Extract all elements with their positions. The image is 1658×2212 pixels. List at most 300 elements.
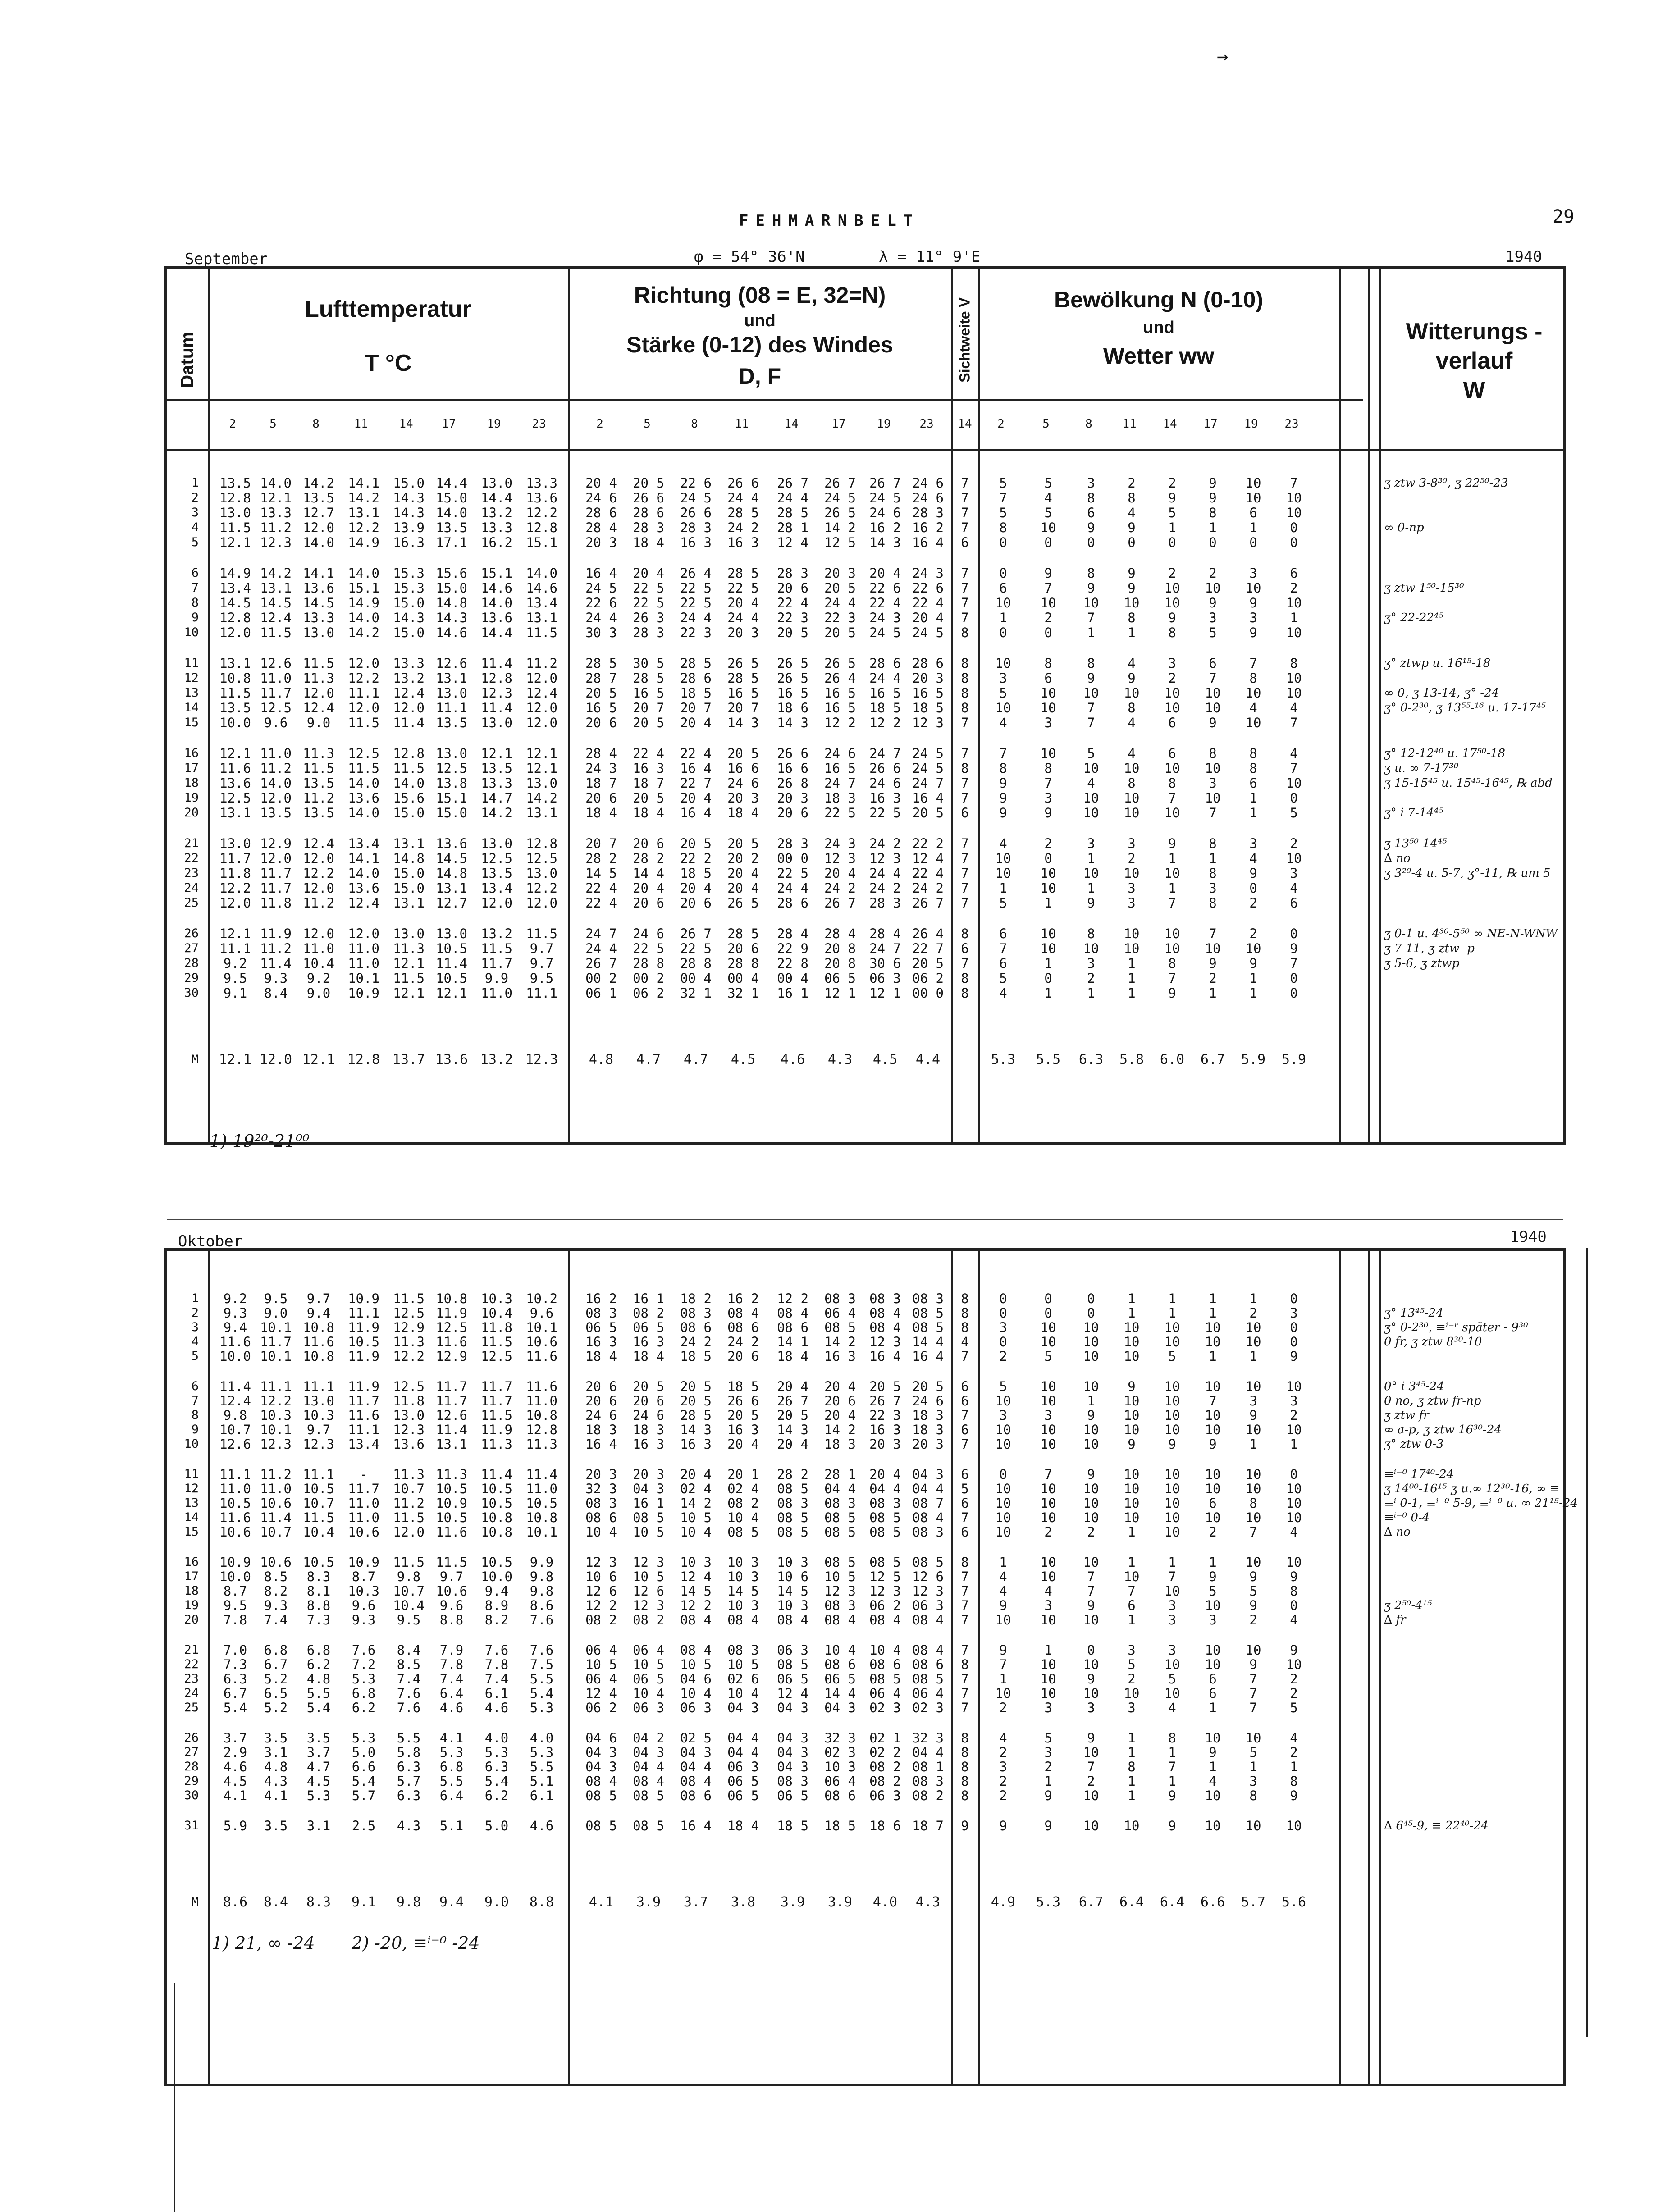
day-row xyxy=(167,1672,1564,1686)
wind-value: 10 4 xyxy=(680,1524,712,1540)
wind-value: 04 3 xyxy=(777,1700,808,1715)
wind-hour-2: 2 xyxy=(596,417,603,431)
cloud-weather-value: 5 xyxy=(1168,505,1176,520)
wind-value: 20 4 xyxy=(824,1408,856,1423)
wind-value: 08 6 xyxy=(680,1320,712,1335)
temperature-value: 13.7 xyxy=(392,1052,425,1067)
temperature-value: 5.3 xyxy=(439,1745,464,1760)
temperature-value: 9.0 xyxy=(306,715,331,730)
temperature-value: 5.7 xyxy=(397,1774,421,1789)
wind-value: 08 6 xyxy=(824,1657,856,1672)
cloud-weather-value: 10 xyxy=(1124,1393,1140,1409)
wind-value: 18 2 xyxy=(680,1291,712,1306)
day-row xyxy=(167,686,1564,700)
cloud-weather-value: 1 xyxy=(1290,610,1298,625)
wind-value: 08 5 xyxy=(777,1510,808,1525)
wind-value: 18 4 xyxy=(727,805,759,821)
wind-value: 20 7 xyxy=(633,700,664,716)
cloud-weather-value: 10 xyxy=(1040,1510,1056,1525)
temperature-value: 6.3 xyxy=(223,1671,247,1687)
cloud-weather-value: 10 xyxy=(1164,1393,1180,1409)
wind-value: 18 4 xyxy=(585,805,617,821)
wind-value: 14 2 xyxy=(824,1422,856,1437)
temperature-value: 5.4 xyxy=(352,1774,376,1789)
cloud-weather-value: 10 xyxy=(1083,1422,1099,1437)
cloud-weather-value: 3 xyxy=(1044,715,1052,730)
temperature-value: 11.0 xyxy=(348,1510,379,1525)
temperature-value: 13.0 xyxy=(393,926,425,941)
wind-value: 24 2 xyxy=(869,836,901,851)
temperature-value: 12.6 xyxy=(260,656,292,671)
temperature-value: 12.1 xyxy=(302,1052,335,1067)
cloud-weather-value: 9 xyxy=(1168,1818,1176,1833)
wind-value: 12 2 xyxy=(777,1291,808,1306)
weather-remark: ʒ ztw 1⁵⁰-15³⁰ xyxy=(1384,581,1464,595)
day-number: 22 xyxy=(184,1657,199,1671)
day-row xyxy=(167,566,1564,580)
wind-value: 04 4 xyxy=(824,1481,856,1496)
cloud-weather-value: 8 xyxy=(1128,700,1136,716)
wind-value: 14 5 xyxy=(680,1583,712,1599)
temperature-value: 5.4 xyxy=(223,1700,247,1715)
cloud-weather-value: 5.7 xyxy=(1241,1894,1266,1910)
wind-value: 02 3 xyxy=(912,1700,944,1715)
wind-hour-23: 23 xyxy=(919,417,934,431)
wind-value: 28 5 xyxy=(633,670,664,686)
wind-value: 06 1 xyxy=(585,985,617,1001)
vis-hour: 14 xyxy=(958,417,972,431)
temperature-value: 9.4 xyxy=(439,1894,464,1910)
visibility-value: 7 xyxy=(961,866,969,881)
cloud-weather-value: 10 xyxy=(1245,1320,1261,1335)
temperature-value: 12.9 xyxy=(260,836,292,851)
wind-header-line3: Stärke (0-12) des Windes xyxy=(626,332,893,357)
wind-value: 28 2 xyxy=(585,851,617,866)
cloud-weather-value: 10 xyxy=(1245,1818,1261,1833)
temperature-value: 12.4 xyxy=(219,1393,251,1409)
cloud-weather-value: 0 xyxy=(1290,1291,1298,1306)
wind-value: 22 5 xyxy=(680,580,712,596)
wind-value: 00 2 xyxy=(633,971,664,986)
wind-value: 08 3 xyxy=(912,1524,944,1540)
temperature-value: 14.0 xyxy=(260,775,292,791)
temperature-value: 12.4 xyxy=(348,895,379,911)
temperature-value: 11.2 xyxy=(260,941,292,956)
temperature-value: 13.5 xyxy=(436,520,467,535)
temperature-value: 12.0 xyxy=(393,700,425,716)
day-row xyxy=(167,596,1564,610)
wind-value: 26 7 xyxy=(585,956,617,971)
temperature-value: 11.4 xyxy=(260,1510,292,1525)
cloud-weather-value: 10 xyxy=(1083,1437,1099,1452)
temperature-value: 11.3 xyxy=(481,1437,512,1452)
temperature-value: 8.4 xyxy=(263,1894,288,1910)
temperature-value: 11.6 xyxy=(526,1379,557,1394)
wind-value: 20 5 xyxy=(912,805,944,821)
wind-value: 12 5 xyxy=(869,1569,901,1584)
cloud-weather-value: 2 xyxy=(1128,1671,1136,1687)
wind-value: 08 4 xyxy=(727,1305,759,1321)
cloud-weather-value: 10 xyxy=(995,1437,1011,1452)
wind-value: 20 5 xyxy=(824,625,856,640)
temperature-value: 7.4 xyxy=(397,1671,421,1687)
wind-value: 20 6 xyxy=(585,1379,617,1394)
wind-header-line2: und xyxy=(744,311,776,330)
wind-hour-19: 19 xyxy=(877,417,891,431)
temperature-value: 14.3 xyxy=(436,610,467,625)
temperature-value: 11.0 xyxy=(260,670,292,686)
day-number: 27 xyxy=(184,941,199,955)
wind-value: 12 6 xyxy=(585,1583,617,1599)
wind-value: 24 2 xyxy=(912,880,944,896)
temperature-value: 7.2 xyxy=(352,1657,376,1672)
cloud-weather-value: 10 xyxy=(1205,580,1221,596)
wind-value: 16 3 xyxy=(680,535,712,550)
cloud-weather-value: 9 xyxy=(1249,956,1257,971)
cloud-weather-value: 10 xyxy=(995,1612,1011,1628)
temperature-value: 15.0 xyxy=(393,805,425,821)
temperature-value: 14.0 xyxy=(260,475,292,491)
day-row xyxy=(167,1510,1564,1525)
temperature-value: 11.7 xyxy=(348,1481,379,1496)
temperature-value: 12.9 xyxy=(393,1320,425,1335)
visibility-value: 7 xyxy=(961,595,969,611)
cloud-weather-value: 10 xyxy=(1164,866,1180,881)
wind-value: 26 5 xyxy=(824,656,856,671)
wind-value: 24 3 xyxy=(869,610,901,625)
temperature-value: 13.6 xyxy=(348,880,379,896)
wind-value: 00 2 xyxy=(585,971,617,986)
wind-value: 20 5 xyxy=(727,746,759,761)
cloud-weather-value: 7 xyxy=(1209,805,1217,821)
wind-value: 20 2 xyxy=(727,851,759,866)
visibility-value: 8 xyxy=(961,1774,969,1789)
wind-value: 10 5 xyxy=(633,1657,664,1672)
temperature-value: 11.6 xyxy=(348,1408,379,1423)
temperature-value: 12.1 xyxy=(526,761,557,776)
cloud-weather-value: 10 xyxy=(1164,685,1180,701)
visibility-value: 4 xyxy=(961,1334,969,1350)
temperature-value: 11.5 xyxy=(393,1555,425,1570)
wind-value: 28 2 xyxy=(777,1467,808,1482)
temperature-value: 9.5 xyxy=(530,971,554,986)
cloud-weather-value: 9 xyxy=(1168,836,1176,851)
wind-value: 28 3 xyxy=(869,895,901,911)
temperature-value: 9.6 xyxy=(264,715,288,730)
weather-remark: 0° i 3⁴⁵-24 xyxy=(1384,1380,1444,1393)
temperature-value: 10.8 xyxy=(526,1408,557,1423)
cloud-weather-value: 8 xyxy=(1249,746,1257,761)
wind-value: 22 4 xyxy=(912,866,944,881)
cloud-weather-value: 1 xyxy=(1168,880,1176,896)
cloud-weather-value: 1 xyxy=(999,610,1007,625)
cloud-weather-value: 10 xyxy=(1164,700,1180,716)
cloud-weather-value: 10 xyxy=(1164,805,1180,821)
cloud-weather-value: 5 xyxy=(999,895,1007,911)
wind-value: 18 4 xyxy=(585,1349,617,1364)
day-row xyxy=(167,491,1564,505)
cloud-weather-value: 10 xyxy=(1205,1481,1221,1496)
weather-remark: ∞ a-p, ʒ ztw 16³⁰-24 xyxy=(1384,1423,1502,1437)
cloud-header-line3: Wetter ww xyxy=(1103,343,1215,369)
cloud-weather-value: 1 xyxy=(1087,851,1095,866)
temperature-value: 14.3 xyxy=(393,490,425,506)
cloud-weather-value: 6.0 xyxy=(1160,1052,1185,1067)
temperature-value: 9.2 xyxy=(306,971,331,986)
wind-value: 18 5 xyxy=(680,685,712,701)
day-number: 24 xyxy=(184,881,199,895)
wind-value: 16 5 xyxy=(633,685,664,701)
temperature-value: 14.9 xyxy=(348,595,379,611)
temperature-value: 10.3 xyxy=(260,1408,292,1423)
temperature-value: 14.1 xyxy=(303,566,334,581)
wind-value: 16 2 xyxy=(585,1291,617,1306)
wind-value: 24 4 xyxy=(585,941,617,956)
oktober-table xyxy=(164,1248,1578,2086)
temperature-value: 14.1 xyxy=(348,475,379,491)
temperature-value: 15.0 xyxy=(393,866,425,881)
wind-value: 06 2 xyxy=(869,1598,901,1613)
wind-value: 26 7 xyxy=(680,926,712,941)
temperature-value: 2.5 xyxy=(352,1818,376,1833)
cloud-weather-value: 9 xyxy=(999,805,1007,821)
cloud-weather-value: 1 xyxy=(1249,805,1257,821)
temperature-value: 11.4 xyxy=(393,715,425,730)
temperature-value: 6.5 xyxy=(264,1686,288,1701)
temperature-value: 10.3 xyxy=(303,1408,334,1423)
wind-value: 06 3 xyxy=(680,1700,712,1715)
cloud-weather-value: 10 xyxy=(1245,1422,1261,1437)
cloud-weather-value: 4 xyxy=(1290,1730,1298,1746)
cloud-weather-value: 2 xyxy=(1087,971,1095,986)
wind-value: 08 4 xyxy=(680,1642,712,1658)
temp-hour-19: 19 xyxy=(487,417,501,431)
wind-value: 26 7 xyxy=(777,1393,808,1409)
temperature-value: 6.3 xyxy=(397,1759,421,1774)
cloud-weather-value: 9 xyxy=(1290,1642,1298,1658)
cloud-weather-value: 2 xyxy=(1290,1671,1298,1687)
temperature-value: 11.7 xyxy=(436,1379,467,1394)
temp-hour-23: 23 xyxy=(532,417,546,431)
wind-value: 08 6 xyxy=(585,1510,617,1525)
wind-value: 04 3 xyxy=(585,1745,617,1760)
temperature-value: 8.4 xyxy=(397,1642,421,1658)
cloud-weather-value: 10 xyxy=(1205,700,1221,716)
wind-value: 06 4 xyxy=(585,1642,617,1658)
wind-value: 08 7 xyxy=(912,1496,944,1511)
cloud-weather-value: 5 xyxy=(999,1379,1007,1394)
cloud-weather-value: 10 xyxy=(1124,595,1140,611)
wind-value: 24 5 xyxy=(869,490,901,506)
day-row xyxy=(167,896,1564,910)
wind-value: 20 5 xyxy=(824,580,856,596)
day-number: 17 xyxy=(184,1569,199,1583)
temperature-value: 3.1 xyxy=(306,1818,331,1833)
cloud-hour-14: 14 xyxy=(1163,417,1177,431)
temperature-value: 11.1 xyxy=(303,1467,334,1482)
temperature-value: 5.1 xyxy=(439,1818,464,1833)
wind-value: 20 5 xyxy=(912,1379,944,1394)
cloud-weather-value: 10 xyxy=(1124,1496,1140,1511)
temperature-value: 11.4 xyxy=(436,1422,467,1437)
day-number: 23 xyxy=(184,866,199,880)
cloud-weather-value: 10 xyxy=(1286,1496,1302,1511)
temperature-value: 11.0 xyxy=(260,1481,292,1496)
temperature-value: 13.3 xyxy=(260,505,292,520)
day-number: 20 xyxy=(184,806,199,820)
temperature-value: 14.6 xyxy=(526,580,557,596)
wind-value: 08 5 xyxy=(727,1524,759,1540)
cloud-weather-value: 10 xyxy=(1040,746,1056,761)
temperature-value: 4.1 xyxy=(439,1730,464,1746)
temperature-value: 10.5 xyxy=(436,1481,467,1496)
temperature-value: 5.0 xyxy=(352,1745,376,1760)
day-row xyxy=(167,776,1564,790)
temperature-value: 11.4 xyxy=(481,1467,512,1482)
temperature-value: 12.0 xyxy=(393,1524,425,1540)
temperature-value: 12.2 xyxy=(348,520,379,535)
day-row xyxy=(167,1598,1564,1613)
wind-value: 10 4 xyxy=(585,1524,617,1540)
temperature-value: 5.3 xyxy=(352,1730,376,1746)
wind-value: 26 7 xyxy=(824,895,856,911)
wind-value: 28 3 xyxy=(777,836,808,851)
temperature-value: 13.9 xyxy=(393,520,425,535)
visibility-value: 7 xyxy=(961,520,969,535)
cloud-weather-value: 10 xyxy=(1040,1320,1056,1335)
wind-value: 08 3 xyxy=(824,1496,856,1511)
wind-value: 02 3 xyxy=(869,1700,901,1715)
cloud-weather-value: 1 xyxy=(1209,1700,1217,1715)
cloud-weather-value: 10 xyxy=(1040,880,1056,896)
cloud-weather-value: 3 xyxy=(1087,475,1095,491)
cloud-weather-value: 3 xyxy=(1044,1598,1052,1613)
cloud-weather-value: 5 xyxy=(999,971,1007,986)
cloud-weather-value: 9 xyxy=(1128,1379,1136,1394)
cloud-weather-value: 6 xyxy=(1290,895,1298,911)
temperature-value: 10.7 xyxy=(393,1481,425,1496)
wind-value: 20 4 xyxy=(727,1437,759,1452)
cloud-weather-value: 7 xyxy=(1168,790,1176,806)
wind-value: 4.8 xyxy=(589,1052,614,1067)
wind-value: 10 5 xyxy=(680,1657,712,1672)
temperature-value: 14.0 xyxy=(348,866,379,881)
temperature-value: 12.8 xyxy=(347,1052,380,1067)
wind-value: 20 5 xyxy=(633,1379,664,1394)
wind-value: 14 5 xyxy=(585,866,617,881)
day-number: 12 xyxy=(184,671,199,685)
cloud-weather-value: 9 xyxy=(1249,866,1257,881)
temperature-value: 13.5 xyxy=(303,775,334,791)
wind-value: 12 4 xyxy=(912,851,944,866)
wind-value: 24 4 xyxy=(680,610,712,625)
visibility-value: 8 xyxy=(961,971,969,986)
temperature-value: 3.5 xyxy=(264,1730,288,1746)
temperature-value: 10.4 xyxy=(481,1305,512,1321)
wind-value: 22 6 xyxy=(912,580,944,596)
wind-value: 08 3 xyxy=(585,1305,617,1321)
visibility-value: 8 xyxy=(961,985,969,1001)
wind-value: 26 4 xyxy=(912,926,944,941)
wind-value: 24 4 xyxy=(869,670,901,686)
temperature-value: 11.1 xyxy=(436,700,467,716)
cloud-weather-value: 4 xyxy=(999,1730,1007,1746)
cloud-weather-value: 10 xyxy=(1040,1481,1056,1496)
day-number: 1 xyxy=(191,1291,199,1305)
day-number: 21 xyxy=(184,1643,199,1657)
wind-value: 06 2 xyxy=(912,971,944,986)
cloud-weather-value: 3 xyxy=(1128,1700,1136,1715)
temperature-value: 14.0 xyxy=(436,505,467,520)
temperature-value: 8.5 xyxy=(264,1569,288,1584)
wind-value: 28 4 xyxy=(777,926,808,941)
cloud-weather-value: 6 xyxy=(1168,715,1176,730)
cloud-weather-value: 10 xyxy=(1083,1481,1099,1496)
temperature-value: 7.6 xyxy=(530,1612,554,1628)
temperature-value: 12.2 xyxy=(348,670,379,686)
temperature-value: 9.9 xyxy=(530,1555,554,1570)
temperature-value: 11.5 xyxy=(481,1408,512,1423)
day-row xyxy=(167,476,1564,490)
cloud-weather-value: 9 xyxy=(1290,1569,1298,1584)
temperature-value: 12.2 xyxy=(219,880,251,896)
wind-value: 18 3 xyxy=(824,790,856,806)
temperature-value: 11.5 xyxy=(526,625,557,640)
temperature-value: 12.8 xyxy=(526,1422,557,1437)
wind-value: 26 6 xyxy=(680,505,712,520)
cloud-weather-value: 7 xyxy=(999,490,1007,506)
cloud-weather-value: 1 xyxy=(1209,1305,1217,1321)
visibility-value: 7 xyxy=(961,1686,969,1701)
cloud-weather-value: 4 xyxy=(999,715,1007,730)
weather-remark: ʒ 5-6, ʒ ztwp xyxy=(1384,957,1460,970)
wind-value: 24 2 xyxy=(727,520,759,535)
wind-value: 24 3 xyxy=(585,761,617,776)
day-row xyxy=(167,1437,1564,1451)
visibility-value: 7 xyxy=(961,1612,969,1628)
wind-value: 16 5 xyxy=(824,761,856,776)
datum-header: Datum xyxy=(177,332,197,388)
wind-value: 08 5 xyxy=(824,1320,856,1335)
cloud-weather-value: 10 xyxy=(1040,1671,1056,1687)
cloud-weather-value: 10 xyxy=(1124,805,1140,821)
temperature-value: 14.2 xyxy=(526,790,557,806)
wind-value: 24 5 xyxy=(912,625,944,640)
cloud-weather-value: 10 xyxy=(1245,1642,1261,1658)
wind-value: 4.5 xyxy=(731,1052,756,1067)
weather-remark: ʒ° 13⁴⁵-24 xyxy=(1384,1306,1443,1320)
cloud-weather-value: 10 xyxy=(1205,1657,1221,1672)
cloud-weather-value: 10 xyxy=(1083,1788,1099,1803)
temperature-value: 10.5 xyxy=(219,1496,251,1511)
wind-value: 22 8 xyxy=(777,956,808,971)
wind-value: 28 5 xyxy=(727,505,759,520)
wind-value: 12 6 xyxy=(633,1583,664,1599)
cloud-weather-value: 7 xyxy=(1209,926,1217,941)
cloud-weather-value: 10 xyxy=(995,1481,1011,1496)
temperature-value: 13.6 xyxy=(436,836,467,851)
temperature-value: 12.6 xyxy=(436,656,467,671)
temperature-value: 15.0 xyxy=(436,805,467,821)
visibility-value: 7 xyxy=(961,895,969,911)
temperature-value: 14.2 xyxy=(348,625,379,640)
temperature-value: 13.5 xyxy=(303,490,334,506)
cloud-weather-value: 1 xyxy=(1128,1730,1136,1746)
wind-value: 22 3 xyxy=(824,610,856,625)
day-number: 10 xyxy=(184,1437,199,1451)
cloud-weather-value: 9 xyxy=(1249,625,1257,640)
wind-value: 08 5 xyxy=(633,1818,664,1833)
